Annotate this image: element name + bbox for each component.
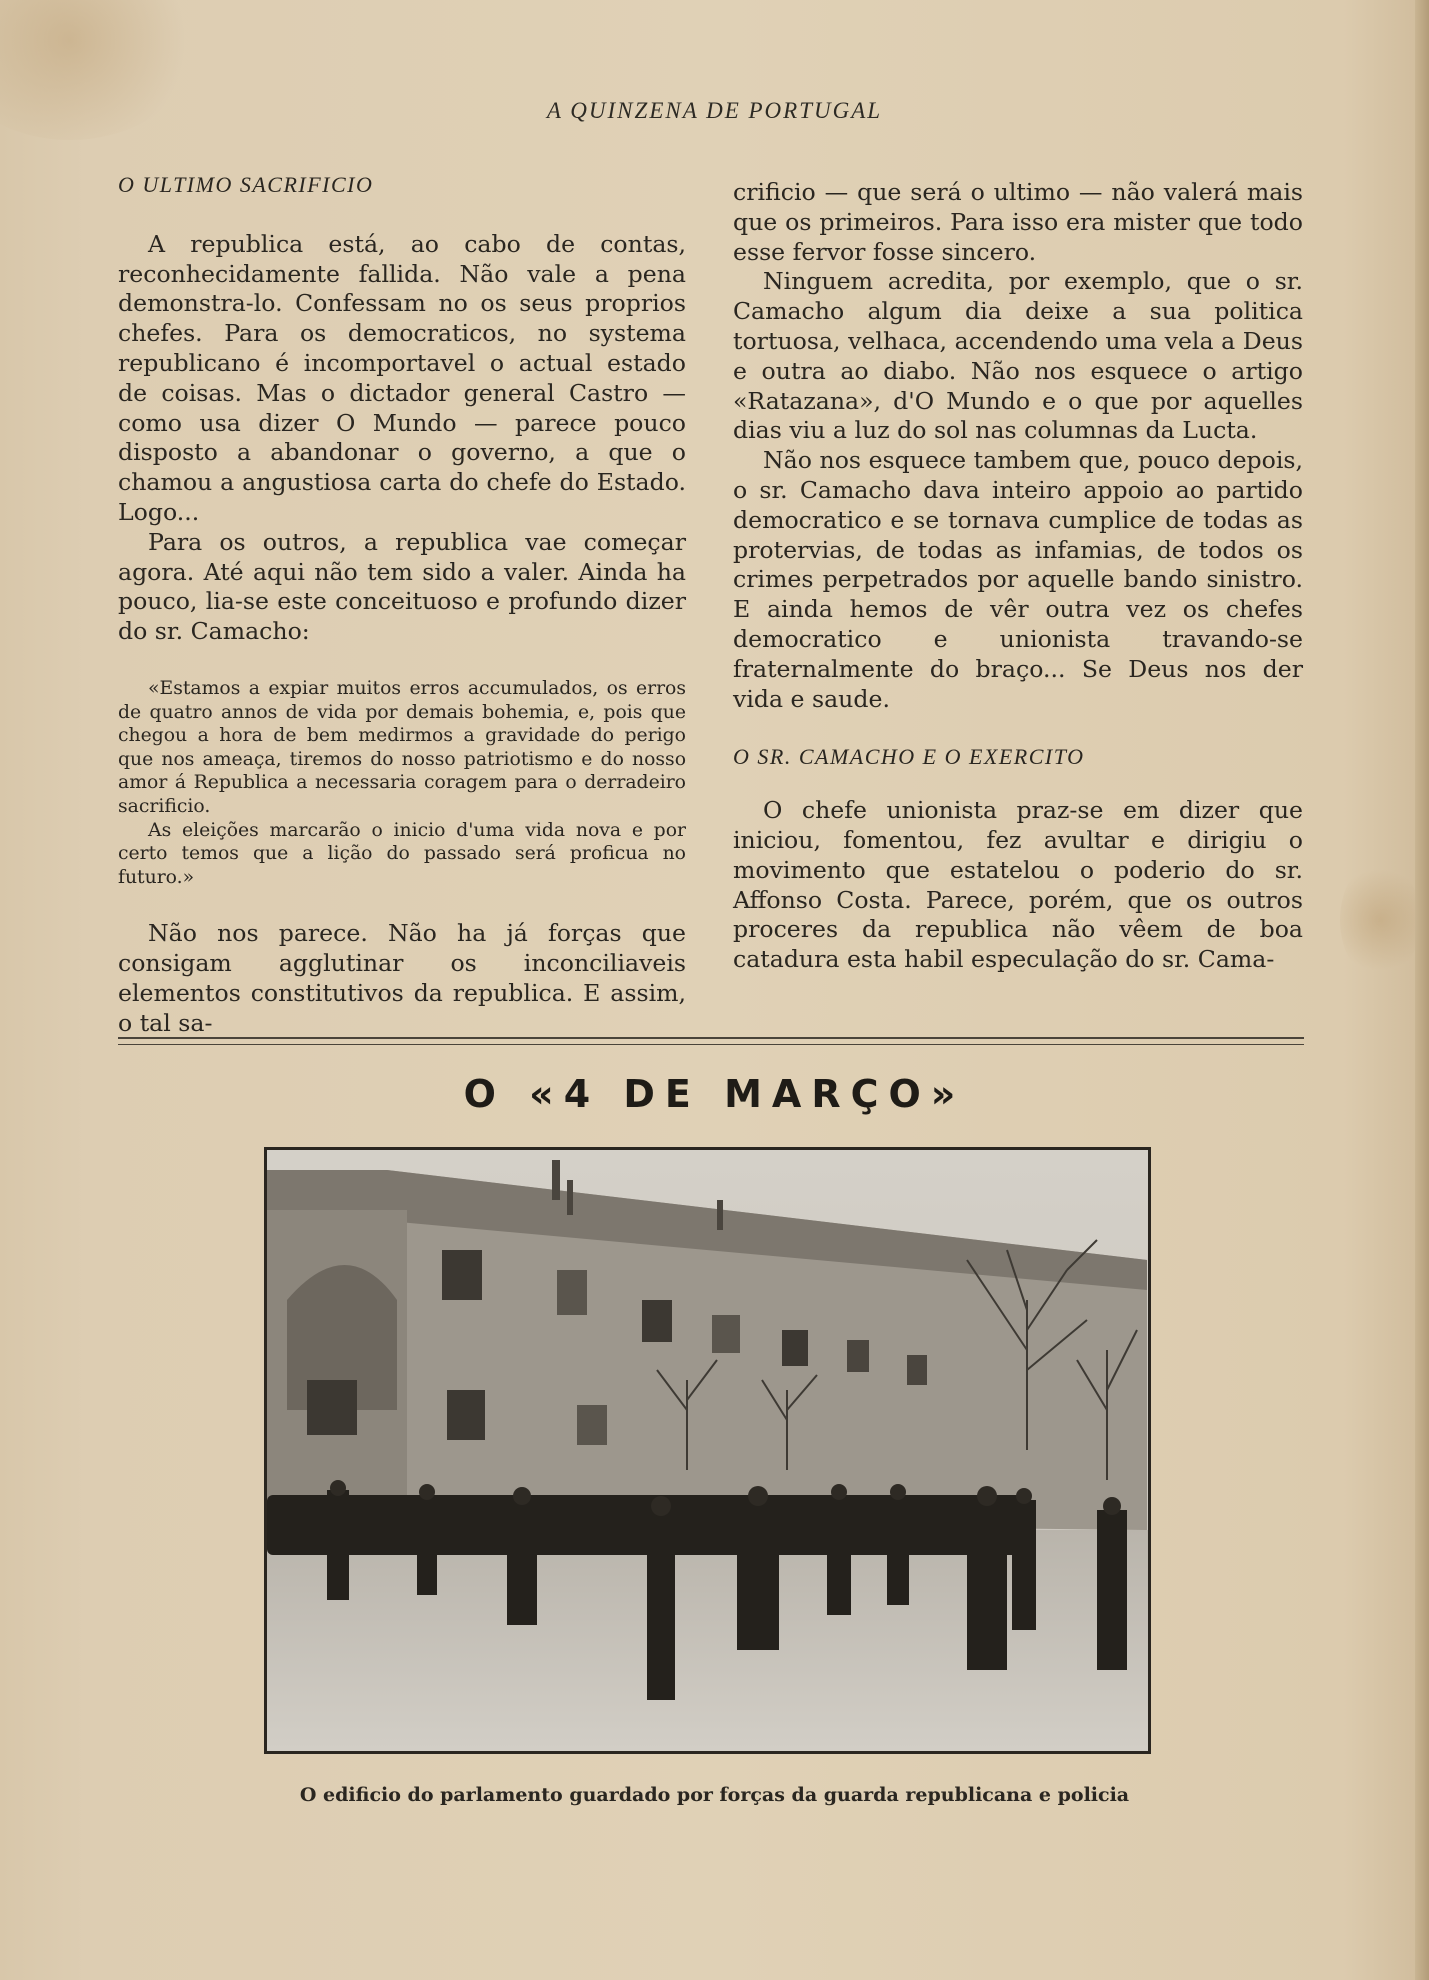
photo-caption: O edificio do parlamento guardado por forças da guarda republicana e policia bbox=[299, 1784, 1130, 1806]
left-column bbox=[118, 170, 686, 1038]
page-edge bbox=[1415, 0, 1429, 1980]
article-paragraph: crificio — que será o ultimo — não valerá mais que os primeiros. Para isso era mister que todo esse fervor fosse sincero. bbox=[733, 178, 1303, 266]
article-paragraph: O chefe unionista praz-se em dizer que iniciou, fomentou, fez avultar e dirigiu o movimento que estatelou o poderio do sr. Affonso Costa. Parece, porém, que os outros proceres da republica não vêem de boa catadura esta habil especulação do sr. Cama- bbox=[733, 796, 1303, 974]
section-title-camacho-exercito: O SR. CAMACHO E O EXERCITO bbox=[733, 744, 1085, 770]
photo-title: O «4 DE MARÇO» bbox=[463, 1072, 966, 1116]
article-paragraph: Não nos parece. Não ha já forças que consigam agglutinar os inconciliaveis elementos constitutivos da republica. E assim, o tal sa- bbox=[118, 919, 686, 1037]
article-paragraph: Para os outros, a republica vae começar agora. Até aqui não tem sido a valer. Ainda ha pouco, lia-se este conceituoso e profundo dizer do sr. Camacho: bbox=[118, 527, 686, 646]
parliament-photo bbox=[264, 1147, 1151, 1754]
section-title-ultimo-sacrificio: O ULTIMO SACRIFICIO bbox=[118, 172, 374, 197]
article-paragraph: Ninguem acredita, por exemplo, que o sr. Camacho algum dia deixe a sua politica tortuosa, velhaca, accendendo uma vela a Deus e outra ao diabo. Não nos esquece o artigo «Ratazana», d'O Mundo e o que por aquelles dias viu a luz do sol nas columnas da Lucta. bbox=[733, 267, 1303, 445]
paper-stain bbox=[1340, 860, 1420, 980]
quote-paragraph: «Estamos a expiar muitos erros accumulados, os erros de quatro annos de vida por demais bohemia, e, pois que chegou a hora de bem medirmos a gravidade do perigo que nos ameaça, tiremos do nosso patriotismo e do nosso amor á Republica a necessaria coragem para o derradeiro sacrificio. bbox=[118, 677, 686, 817]
right-column bbox=[733, 178, 1303, 975]
quote-paragraph: As eleições marcarão o inicio d'uma vida nova e por certo temos que a lição do passado será proficua no futuro.» bbox=[118, 819, 686, 888]
camacho-quote bbox=[118, 677, 686, 889]
article-paragraph: A republica está, ao cabo de contas, reconhecidamente fallida. Não vale a pena demonstra-lo. Confessam no os seus proprios chefes. Para os democraticos, no systema republicano é incomportavel o actual estado de coisas. Mas o dictador general Castro — como usa dizer O Mundo — parece pouco disposto a abandonar o governo, a que o chamou a angustiosa carta do chefe do Estado. Logo... bbox=[118, 229, 686, 526]
running-header: A QUINZENA DE PORTUGAL bbox=[546, 98, 883, 123]
divider-rule bbox=[118, 1044, 1304, 1045]
article-paragraph: Não nos esquece tambem que, pouco depois, o sr. Camacho dava inteiro appoio ao partido democratico e se tornava cumplice de todas as protervias, de todas as infamias, de todos os crimes perpetrados por aquelle bando sinistro. E ainda hemos de vêr outra vez os chefes democratico e unionista travando-se fraternalmente do braço... Se Deus nos der vida e saude. bbox=[733, 446, 1303, 713]
divider-rule bbox=[118, 1037, 1304, 1039]
